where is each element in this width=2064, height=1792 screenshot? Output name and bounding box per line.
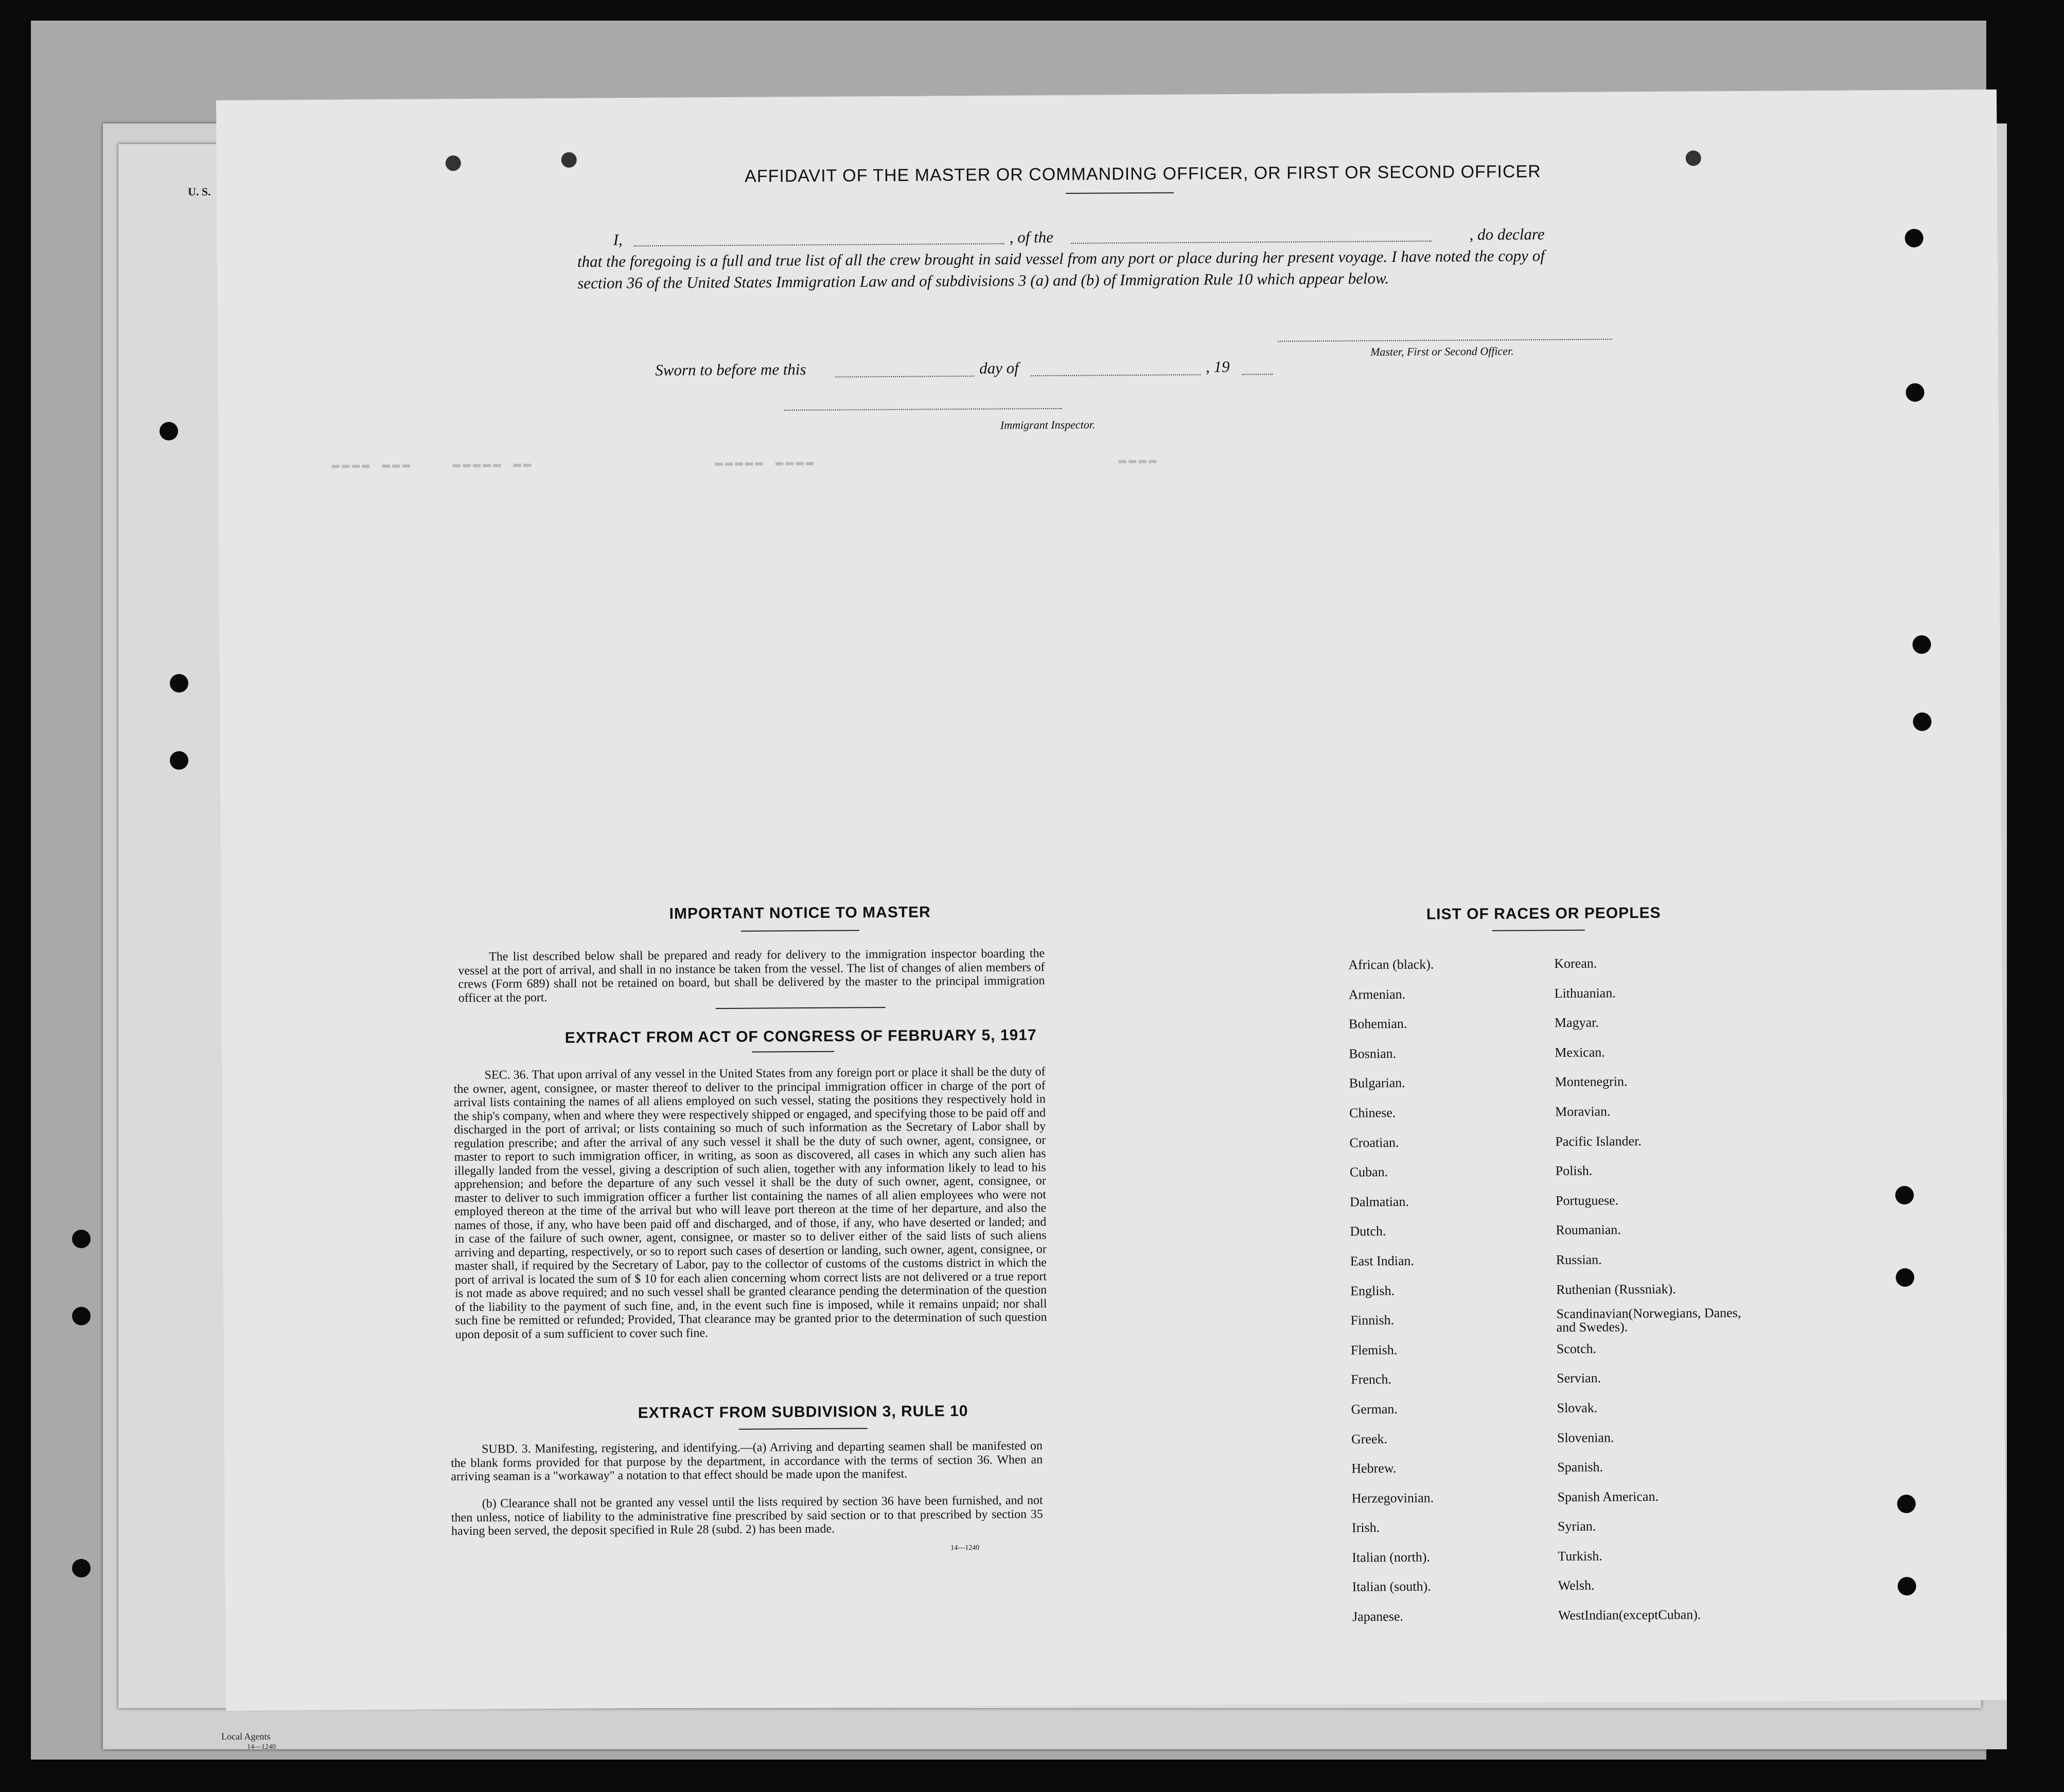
sworn-day-blank[interactable] xyxy=(835,376,974,378)
bleed-through-text: ▬▬▬▬ ▬▬▬ ▬▬▬▬▬ ▬▬ ▬▬▬▬▬ ▬▬▬▬ ▬▬▬▬ xyxy=(331,452,1159,473)
rule-title: EXTRACT FROM SUBDIVISION 3, RULE 10 xyxy=(638,1403,968,1422)
local-agents-label: Local Agents xyxy=(221,1731,271,1742)
affidavit-of-the: , of the xyxy=(1009,228,1054,246)
manifest-back-page xyxy=(216,90,2006,1711)
race-item: Dalmatian. xyxy=(1350,1194,1409,1210)
race-item: Welsh. xyxy=(1558,1578,1595,1593)
race-item: Herzegovinian. xyxy=(1351,1490,1434,1506)
race-item: Slovak. xyxy=(1557,1400,1598,1416)
affidavit-title-rule xyxy=(1066,192,1174,194)
race-item: Servian. xyxy=(1557,1370,1601,1386)
race-item: Montenegrin. xyxy=(1555,1074,1628,1090)
under-punch-hole-1 xyxy=(160,422,178,440)
race-item: English. xyxy=(1350,1283,1395,1299)
punch-hole-right-6 xyxy=(1896,1268,1914,1287)
affidavit-title: AFFIDAVIT OF THE MASTER OR COMMANDING OFFICER, OR FIRST OR SECOND OFFICER xyxy=(744,162,1541,186)
master-signature-line[interactable] xyxy=(1278,339,1612,342)
race-item: Bulgarian. xyxy=(1349,1075,1405,1091)
punch-hole-top-left xyxy=(446,155,461,171)
races-column-1 xyxy=(1348,949,1538,1631)
race-item: Ruthenian (Russniak). xyxy=(1556,1281,1676,1297)
race-item: Scotch. xyxy=(1556,1341,1597,1356)
race-item: Armenian. xyxy=(1348,986,1406,1002)
race-item: Cuban. xyxy=(1349,1164,1388,1180)
race-item: Hebrew. xyxy=(1351,1461,1397,1476)
punch-hole-right-7 xyxy=(1897,1495,1916,1513)
race-item: East Indian. xyxy=(1350,1253,1415,1269)
race-item: Italian (north). xyxy=(1352,1549,1431,1565)
sworn-month-blank[interactable] xyxy=(1031,374,1201,376)
sworn-day-of: day of xyxy=(979,359,1019,377)
races-column-2 xyxy=(1554,948,1764,1630)
punch-hole-right-2 xyxy=(1906,383,1924,402)
race-item: Bosnian. xyxy=(1349,1045,1397,1061)
notice-title: IMPORTANT NOTICE TO MASTER xyxy=(669,903,931,922)
form-number: 14—1240 xyxy=(950,1543,980,1552)
race-item: Italian (south). xyxy=(1352,1579,1431,1595)
race-item: Mexican. xyxy=(1555,1044,1605,1060)
race-item: Chinese. xyxy=(1349,1105,1396,1121)
notice-body: The list described below shall be prepared and ready for delivery to the immigration inspector boarding the vessel at the port of arrival, and shall in no instance be taken from the vessel. The list of changes of alien members of crews (Form 689) shall not be retained on board, but shall be delivered by the master to the principal immigration officer at the port. xyxy=(458,947,1045,1005)
race-item: Spanish American. xyxy=(1557,1488,1659,1504)
race-item: Russian. xyxy=(1556,1252,1602,1268)
race-item: Moravian. xyxy=(1555,1104,1611,1120)
race-item: Pacific Islander. xyxy=(1555,1133,1642,1149)
race-item: Scandinavian(Norwegians, Danes, and Swedes). xyxy=(1556,1305,1741,1335)
punch-hole-top-right xyxy=(1686,150,1701,166)
race-item: German. xyxy=(1351,1401,1398,1417)
race-item: Slovenian. xyxy=(1557,1429,1614,1445)
us-label: U. S. xyxy=(188,185,211,198)
sworn-year: , 19 xyxy=(1206,357,1230,376)
race-item: Polish. xyxy=(1555,1163,1593,1179)
affidavit-body: that the foregoing is a full and true list of all the crew brought in said vessel from any port or place during her present voyage. I have noted the copy of section 36 of the United States Immigration Law and of subdivisions 3 (a) and (b) of Immigration Rule 10 which appear below. xyxy=(577,246,1545,292)
race-item: Dutch. xyxy=(1350,1223,1386,1239)
races-title: LIST OF RACES OR PEOPLES xyxy=(1426,904,1661,923)
race-item: Magyar. xyxy=(1554,1015,1599,1031)
affidavit-declare: , do declare xyxy=(1469,225,1545,244)
inspector-signature-line[interactable] xyxy=(784,408,1062,411)
punch-hole-right-1 xyxy=(1905,229,1924,247)
race-item: Finnish. xyxy=(1350,1312,1395,1328)
under-punch-hole-3 xyxy=(170,751,188,770)
race-item: Portuguese. xyxy=(1556,1193,1619,1208)
race-item: Spanish. xyxy=(1557,1459,1603,1475)
under-punch-hole-5 xyxy=(72,1307,91,1325)
punch-hole-right-5 xyxy=(1895,1186,1914,1204)
affidavit-paragraph xyxy=(577,223,1545,294)
affidavit-i: I, xyxy=(613,230,623,249)
race-item: Japanese. xyxy=(1352,1609,1404,1624)
master-signature-caption: Master, First or Second Officer. xyxy=(1370,344,1514,359)
rule-title-rule xyxy=(739,1428,868,1430)
punch-hole-right-8 xyxy=(1898,1577,1916,1595)
sworn-text: Sworn to before me this xyxy=(655,360,806,379)
race-item: Bohemian. xyxy=(1348,1016,1407,1032)
under-form-number: 14—1240 xyxy=(247,1743,276,1751)
inspector-caption: Immigrant Inspector. xyxy=(1000,418,1096,432)
race-item: Roumanian. xyxy=(1556,1222,1621,1238)
race-item: Greek. xyxy=(1351,1431,1388,1447)
race-item: African (black). xyxy=(1348,956,1434,972)
race-item: Syrian. xyxy=(1557,1518,1596,1534)
act-title: EXTRACT FROM ACT OF CONGRESS OF FEBRUARY 5, 1917 xyxy=(564,1026,1037,1046)
under-punch-hole-2 xyxy=(170,674,188,693)
rule-para-b: (b) Clearance shall not be granted any vessel until the lists required by section 36 have been furnished, and not then unless, notice of liability to the administrative fine prescribed by said section or to that prescribed by section 35 having been served, the deposit specified in Rule 28 (subd. 2) has been made. xyxy=(451,1494,1043,1538)
race-item: Turkish. xyxy=(1558,1548,1602,1564)
race-item: Flemish. xyxy=(1350,1342,1398,1358)
race-item: French. xyxy=(1351,1372,1392,1387)
name-blank[interactable] xyxy=(634,243,1004,246)
race-item: Croatian. xyxy=(1349,1134,1399,1150)
sworn-line xyxy=(655,357,1375,382)
act-body: SEC. 36. That upon arrival of any vessel in the United States from any foreign port or place it shall be the duty of the owner, agent, consignee, or master thereof to deliver to the principal immigration officer in charge of the port of arrival lists containing the names of all aliens employed on such vessel, stating the positions they respectively hold in the ship's company, when and where they were respectively shipped or engaged, and specifying those to be paid off and discharged in the port of arrival; or lists containing so much of such information as the Secretary of Labor shall by regulation prescribe; and after the arrival of any such vessel it shall be the duty of such owner, agent, consignee, or master to report to such immigration officer, in writing, as soon as discovered, all cases in which any such alien has illegally landed from the vessel, giving a description of such alien, together with any information likely to lead to his apprehension; and before the departure of any such vessel it shall be the duty of such owner, agent, consignee, or master to deliver to such immigration officer a further list containing the names of all alien employees who were not employed thereon at the time of the arrival but who will leave port thereon at the time of her departure, and also the names of those, if any, who have been paid off and discharged, and of those, if any, who have deserted or landed; and in case of the failure of such owner, agent, consignee, or master so to deliver either of the said lists of such aliens arriving and departing, respectively, or so to report such cases of desertion or landing, such owner, agent, consignee, or master shall, if required by the Secretary of Labor, pay to the collector of customs of the customs district in which the port of arrival is located the sum of $ 10 for each alien concerning whom correct lists are not delivered or a true report is not made as above required; and no such vessel shall be granted clearance pending the determination of the question of the liability to the payment of such fine, and, in the event such fine is imposed, while it remains unpaid; nor shall such fine be remitted or refunded; Provided, That clearance may be granted prior to the determination of such question upon deposit of a sum sufficient to cover such fine. xyxy=(453,1065,1047,1341)
race-item: Lithuanian. xyxy=(1554,985,1616,1001)
sworn-year-blank[interactable] xyxy=(1242,374,1273,375)
under-punch-hole-4 xyxy=(72,1230,91,1248)
rule-para-a: SUBD. 3. Manifesting, registering, and identifying.—(a) Arriving and departing seamen shall be manifested on the blank forms provided for that purpose by the department, in accordance with the terms of section 36. When an arriving seaman is a "workaway" a notation to that effect should be made upon the manifest. xyxy=(451,1439,1043,1484)
vessel-blank[interactable] xyxy=(1071,241,1432,244)
under-punch-hole-6 xyxy=(72,1559,91,1577)
race-item: Korean. xyxy=(1554,955,1597,971)
punch-hole-top-mid xyxy=(561,152,577,168)
race-item: Irish. xyxy=(1351,1520,1380,1535)
race-item: WestIndian(exceptCuban). xyxy=(1558,1607,1701,1623)
